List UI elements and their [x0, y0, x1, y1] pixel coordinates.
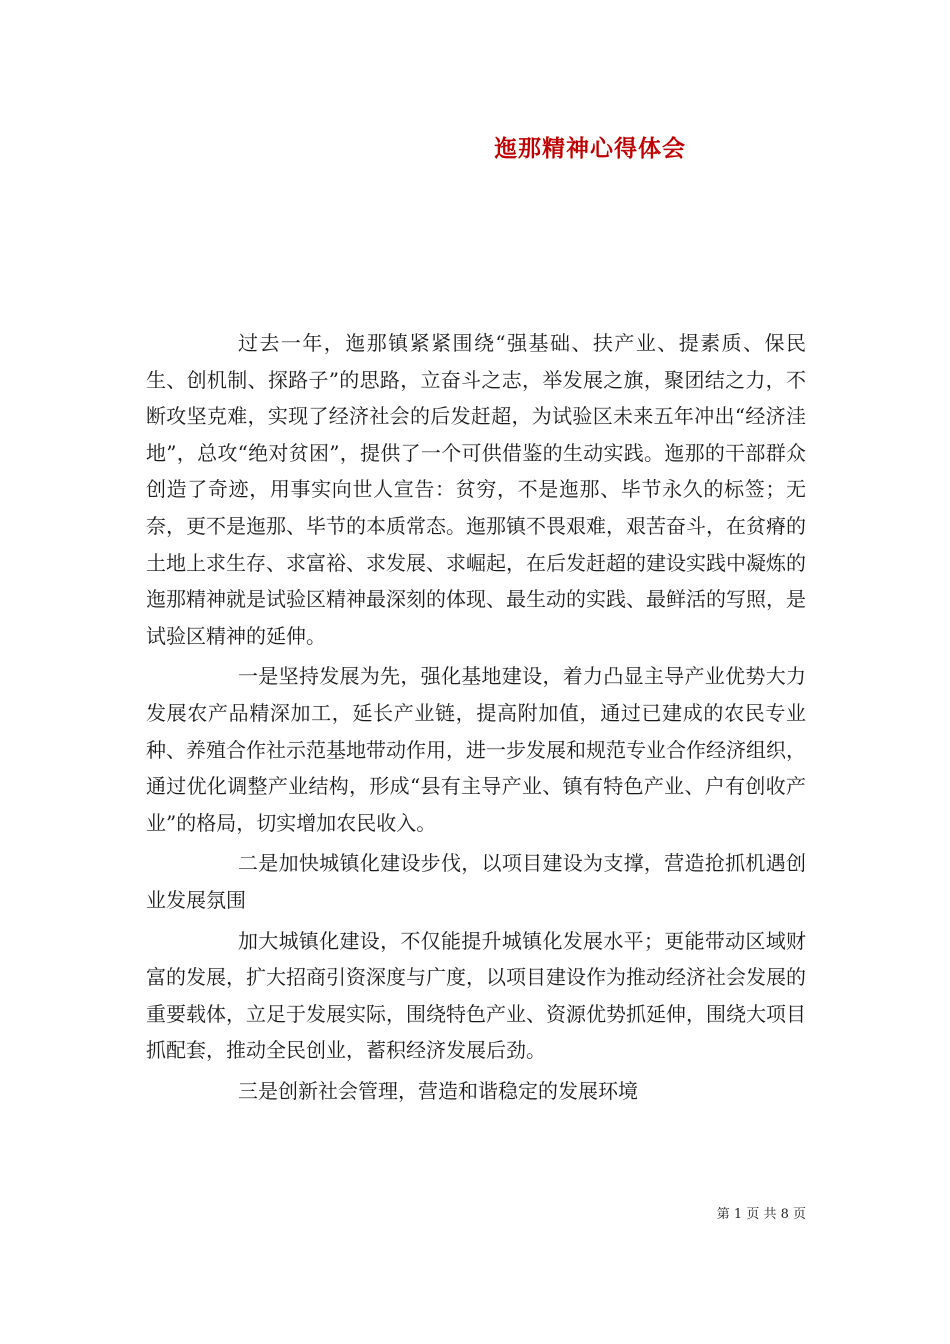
document-body [146, 325, 806, 1109]
page-number: 第 1 页 共 8 页 [716, 1207, 806, 1222]
paragraph-point-two-detail: 加大城镇化建设，不仅能提升城镇化发展水平；更能带动区域财富的发展，扩大招商引资深度与广度，以项目建设作为推动经济社会发展的重要载体，立足于发展实际，围绕特色产业、资源优势抓延伸，围绕大项目抓配套，推动全民创业，蓄积经济发展后劲。 [146, 928, 806, 1063]
paragraph-point-two: 二是加快城镇化建设步伐，以项目建设为支撑，营造抢抓机遇创业发展氛围 [146, 851, 806, 912]
paragraph-point-one: 一是坚持发展为先，强化基地建设，着力凸显主导产业优势大力发展农产品精深加工，延长产业链，提高附加值，通过已建成的农民专业种、养殖合作社示范基地带动作用，进一步发展和规范专业合作经济组织，通过优化调整产业结构，形成“县有主导产业、镇有特色产业、户有创收产业”的格局，切实增加农民收入。 [146, 664, 806, 835]
document-title: 迤那精神心得体会 [494, 135, 686, 162]
paragraph-point-three: 三是创新社会管理，营造和谐稳定的发展环境 [238, 1078, 638, 1103]
paragraph-intro: 过去一年，迤那镇紧紧围绕“强基础、扶产业、提素质、保民生、创机制、探路子”的思路，立奋斗之志，举发展之旗，聚团结之力，不断攻坚克难，实现了经济社会的后发赶超，为试验区未来五年冲出“经济洼地”，总攻“绝对贫困”，提供了一个可供借鉴的生动实践。迤那的干部群众创造了奇迹，用事实向世人宣告：贫穷，不是迤那、毕节永久的标签；无奈，更不是迤那、毕节的本质常态。迤那镇不畏艰难，艰苦奋斗，在贫瘠的土地上求生存、求富裕、求发展、求崛起，在后发赶超的建设实践中凝炼的迤那精神就是试验区精神最深刻的体现、最生动的实践、最鲜活的写照，是试验区精神的延伸。 [146, 331, 806, 648]
